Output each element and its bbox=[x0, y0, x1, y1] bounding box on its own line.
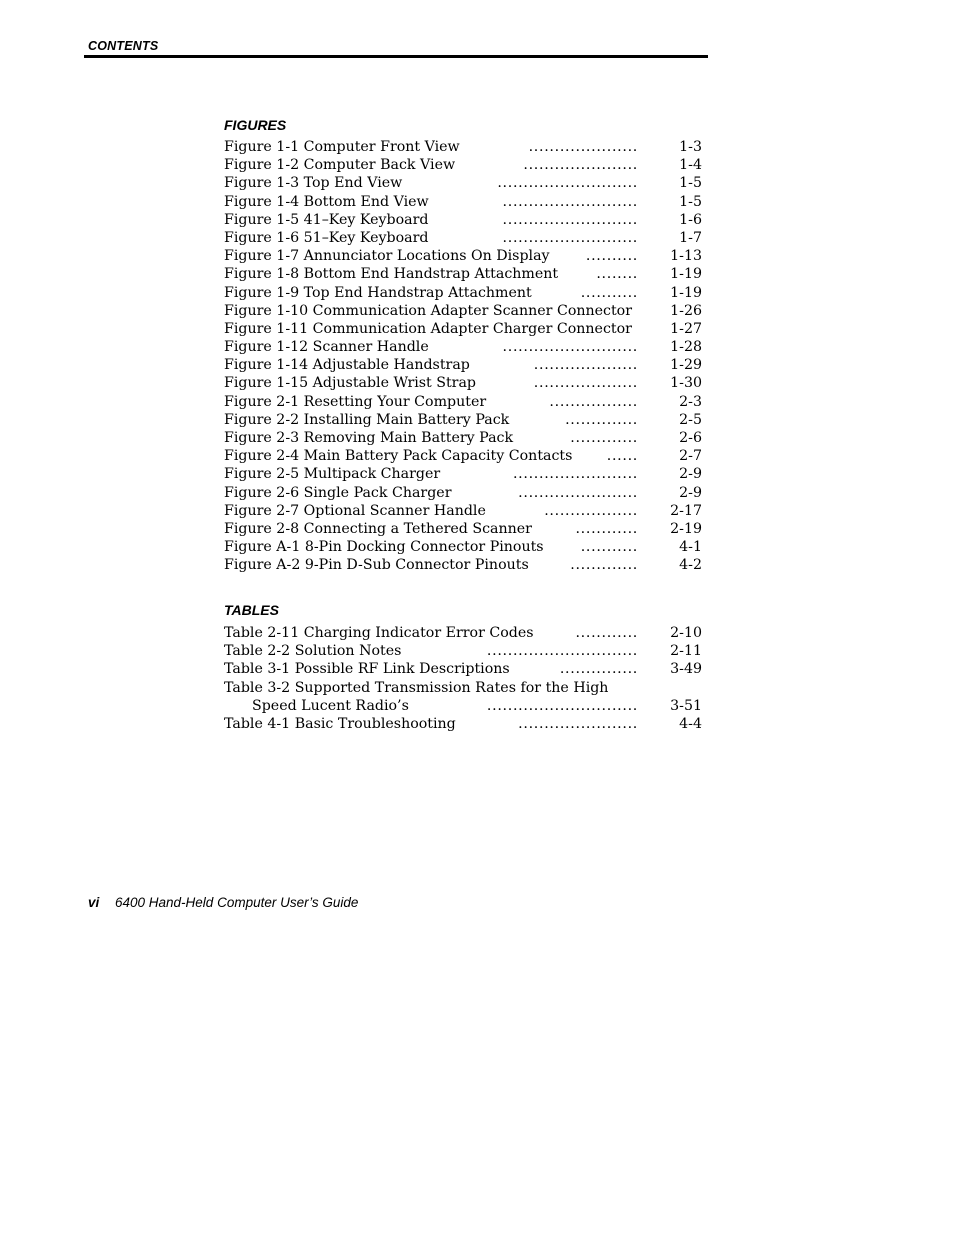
figure-entry-page: 2-5 bbox=[679, 411, 702, 428]
figure-entry[interactable] bbox=[224, 211, 702, 229]
figure-entry[interactable] bbox=[224, 156, 702, 174]
figure-entry[interactable] bbox=[224, 320, 702, 338]
dot-leader: .......................... bbox=[502, 339, 638, 356]
figure-entry-page: 1-6 bbox=[679, 211, 702, 228]
dot-leader: ....................... bbox=[518, 715, 638, 732]
dot-leader: ........................ bbox=[512, 466, 638, 483]
dot-leader: ............... bbox=[559, 661, 638, 678]
dot-leader: ....................... bbox=[518, 484, 638, 501]
figure-entry-label: Figure 2-8 Connecting a Tethered Scanner bbox=[224, 520, 532, 537]
figure-entry-label: Figure 2-1 Resetting Your Computer bbox=[224, 393, 487, 410]
figure-entry-label: Figure 1-10 Communication Adapter Scanner Connector bbox=[224, 302, 633, 319]
dot-leader: ...................... bbox=[523, 157, 638, 174]
figure-entry-page: 2-19 bbox=[670, 520, 702, 537]
table-entry-page: 2-11 bbox=[670, 643, 702, 660]
table-entry[interactable] bbox=[224, 697, 702, 715]
figure-entry-page: 1-19 bbox=[670, 284, 702, 301]
dot-leader: .......................... bbox=[502, 193, 638, 210]
figure-entry-label: Figure 2-4 Main Battery Pack Capacity Contacts bbox=[224, 448, 573, 465]
dot-leader: .................... bbox=[533, 375, 638, 392]
figure-entry-page: 1-7 bbox=[679, 229, 702, 246]
figure-entry-page: 1-5 bbox=[679, 193, 702, 210]
table-entry-label: Speed Lucent Radio’s bbox=[252, 697, 409, 714]
figure-entry[interactable] bbox=[224, 284, 702, 302]
dot-leader: ............. bbox=[570, 430, 638, 446]
dot-leader: ........... bbox=[580, 539, 638, 556]
figure-entry-label: Figure A-2 9-Pin D-Sub Connector Pinouts bbox=[224, 557, 529, 574]
figure-entry-label: Figure 1-9 Top End Handstrap Attachment bbox=[224, 284, 532, 301]
table-entry-page: 3-51 bbox=[670, 697, 702, 714]
dot-leader: ............................. bbox=[486, 697, 638, 714]
table-entry[interactable] bbox=[224, 715, 702, 733]
figure-entry-page: 4-1 bbox=[679, 539, 702, 556]
table-entry[interactable] bbox=[224, 679, 702, 697]
figure-entry-page: 2-9 bbox=[679, 484, 702, 501]
table-entry-label: Table 2-2 Solution Notes bbox=[224, 643, 402, 660]
figure-entry-page: 2-7 bbox=[679, 448, 702, 465]
figure-entry-page: 1-28 bbox=[670, 339, 702, 356]
table-entry[interactable] bbox=[224, 624, 702, 642]
figures-list bbox=[224, 138, 702, 575]
figure-entry-label: Figure 1-14 Adjustable Handstrap bbox=[224, 357, 470, 374]
figure-entry-page: 2-17 bbox=[670, 502, 702, 519]
figure-entry[interactable] bbox=[224, 538, 702, 556]
figure-entry-page: 2-3 bbox=[679, 393, 702, 410]
table-entry[interactable] bbox=[224, 660, 702, 678]
dot-leader: ................. bbox=[549, 393, 638, 410]
running-header: CONTENTS bbox=[88, 39, 159, 53]
figure-entry[interactable] bbox=[224, 393, 702, 411]
figure-entry-label: Figure 2-7 Optional Scanner Handle bbox=[224, 502, 486, 519]
dot-leader: ...... bbox=[606, 448, 638, 465]
figure-entry[interactable] bbox=[224, 193, 702, 211]
table-entry[interactable] bbox=[224, 642, 702, 660]
figure-entry[interactable] bbox=[224, 265, 702, 283]
figure-entry-page: 4-2 bbox=[679, 557, 702, 574]
dot-leader: ..................... bbox=[528, 139, 638, 155]
dot-leader: .............. bbox=[565, 411, 638, 428]
dot-leader: .................. bbox=[544, 502, 638, 519]
dot-leader: .......................... bbox=[502, 229, 638, 246]
dot-leader: ............ bbox=[575, 625, 638, 641]
figure-entry-page: 1-5 bbox=[679, 175, 702, 192]
dot-leader: .......... bbox=[585, 248, 638, 265]
figure-entry[interactable] bbox=[224, 447, 702, 465]
figure-entry[interactable] bbox=[224, 429, 702, 447]
figure-entry[interactable] bbox=[224, 484, 702, 502]
dot-leader: ........... bbox=[580, 284, 638, 301]
dot-leader: .......................... bbox=[502, 211, 638, 228]
figure-entry-label: Figure 2-2 Installing Main Battery Pack bbox=[224, 411, 510, 428]
figure-entry[interactable] bbox=[224, 374, 702, 392]
figure-entry[interactable] bbox=[224, 502, 702, 520]
tables-heading: TABLES bbox=[224, 602, 279, 618]
figure-entry[interactable] bbox=[224, 556, 702, 574]
figures-heading: FIGURES bbox=[224, 117, 287, 133]
table-entry-label: Table 2-11 Charging Indicator Error Codes bbox=[224, 625, 534, 641]
figure-entry[interactable] bbox=[224, 520, 702, 538]
figure-entry-page: 2-6 bbox=[679, 430, 702, 446]
figure-entry-page: 1-29 bbox=[670, 357, 702, 374]
figure-entry[interactable] bbox=[224, 302, 702, 320]
figure-entry-label: Figure 1-6 51–Key Keyboard bbox=[224, 229, 429, 246]
figure-entry-label: Figure 2-5 Multipack Charger bbox=[224, 466, 441, 483]
figure-entry-page: 1-30 bbox=[670, 375, 702, 392]
dot-leader: ........ bbox=[596, 266, 638, 283]
figure-entry-label: Figure 1-3 Top End View bbox=[224, 175, 403, 192]
figure-entry-label: Figure A-1 8-Pin Docking Connector Pinouts bbox=[224, 539, 544, 556]
figure-entry-page: 1-13 bbox=[670, 248, 702, 265]
figure-entry-page: 1-27 bbox=[670, 320, 702, 337]
figure-entry[interactable] bbox=[224, 465, 702, 483]
figure-entry-label: Figure 1-1 Computer Front View bbox=[224, 139, 460, 155]
table-entry-label: Table 3-1 Possible RF Link Descriptions bbox=[224, 661, 510, 678]
figure-entry-page: 1-26 bbox=[670, 302, 702, 319]
table-entry-label: Table 4-1 Basic Troubleshooting bbox=[224, 715, 456, 732]
figure-entry[interactable] bbox=[224, 338, 702, 356]
figure-entry-page: 1-19 bbox=[670, 266, 702, 283]
dot-leader: ............. bbox=[570, 557, 638, 574]
figure-entry-page: 2-9 bbox=[679, 466, 702, 483]
figure-entry-label: Figure 1-2 Computer Back View bbox=[224, 157, 456, 174]
table-entry-page: 4-4 bbox=[679, 715, 702, 732]
figure-entry-label: Figure 1-4 Bottom End View bbox=[224, 193, 429, 210]
header-rule bbox=[84, 55, 708, 58]
figure-entry-label: Figure 1-12 Scanner Handle bbox=[224, 339, 429, 356]
dot-leader: ........................... bbox=[497, 175, 638, 192]
dot-leader: ............ bbox=[575, 520, 638, 537]
table-entry-page: 3-49 bbox=[670, 661, 702, 678]
figure-entry-label: Figure 1-7 Annunciator Locations On Display bbox=[224, 248, 550, 265]
figure-entry[interactable] bbox=[224, 174, 702, 192]
footer-title: 6400 Hand-Held Computer User’s Guide bbox=[115, 895, 359, 910]
figure-entry-label: Figure 1-15 Adjustable Wrist Strap bbox=[224, 375, 477, 392]
figure-entry[interactable] bbox=[224, 138, 702, 156]
footer-page-number: vi bbox=[88, 895, 100, 910]
figure-entry-label: Figure 1-5 41–Key Keyboard bbox=[224, 211, 429, 228]
figure-entry[interactable] bbox=[224, 411, 702, 429]
figure-entry-page: 1-3 bbox=[679, 139, 702, 155]
figure-entry[interactable] bbox=[224, 247, 702, 265]
figure-entry-label: Figure 2-3 Removing Main Battery Pack bbox=[224, 430, 514, 446]
tables-list bbox=[224, 624, 702, 733]
dot-leader: .................... bbox=[533, 357, 638, 374]
figure-entry[interactable] bbox=[224, 356, 702, 374]
figure-entry-label: Figure 2-6 Single Pack Charger bbox=[224, 484, 452, 501]
table-entry-page: 2-10 bbox=[670, 625, 702, 641]
figure-entry-label: Figure 1-11 Communication Adapter Charger Connector bbox=[224, 320, 632, 337]
table-entry-label: Table 3-2 Supported Transmission Rates for the High bbox=[224, 679, 609, 696]
figure-entry-page: 1-4 bbox=[679, 157, 702, 174]
figure-entry[interactable] bbox=[224, 229, 702, 247]
figure-entry-label: Figure 1-8 Bottom End Handstrap Attachment bbox=[224, 266, 559, 283]
dot-leader: ............................. bbox=[486, 643, 638, 660]
